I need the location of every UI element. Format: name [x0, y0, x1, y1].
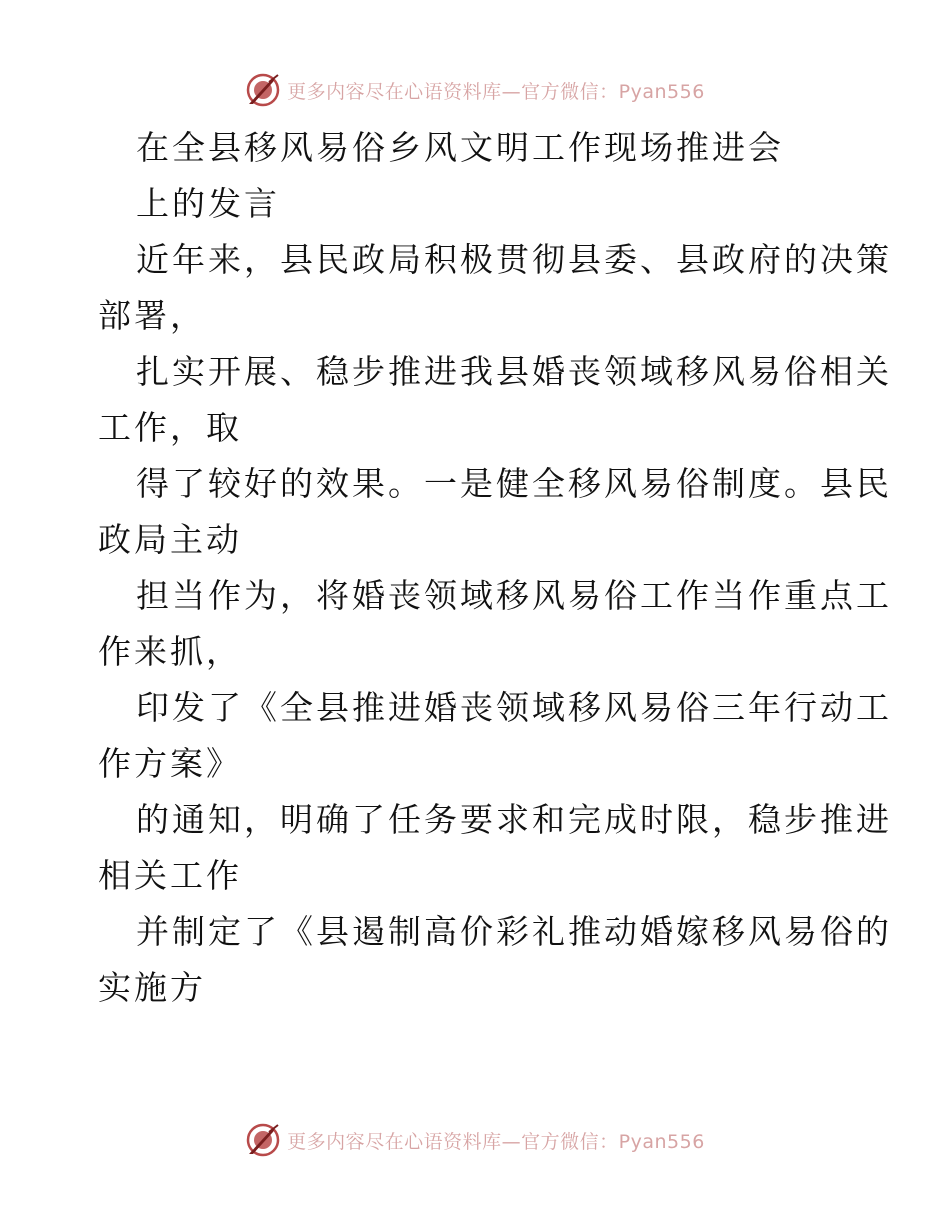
text-line: 并制定了《县遏制高价彩礼推动婚嫁移风易俗的 — [136, 912, 892, 951]
text-line: 作来抓， — [98, 632, 242, 671]
text-line: 印发了《全县推进婚丧领域移风易俗三年行动工 — [136, 688, 892, 727]
text-line: 担当作为，将婚丧领域移风易俗工作当作重点工 — [136, 576, 892, 615]
text-line: 扎实开展、稳步推进我县婚丧领域移风易俗相关 — [136, 352, 892, 391]
text-line: 相关工作 — [98, 856, 242, 895]
text-line: 在全县移风易俗乡风文明工作现场推进会 — [136, 128, 784, 167]
text-line: 政局主动 — [98, 520, 242, 559]
watermark-text: 更多内容尽在心语资料库—官方微信：Pyan556 — [287, 80, 705, 103]
text-line: 近年来，县民政局积极贯彻县委、县政府的决策 — [136, 240, 892, 279]
footer-watermark-banner — [0, 1122, 950, 1158]
quill-pen-icon — [245, 72, 281, 108]
text-line: 的通知，明确了任务要求和完成时限，稳步推进 — [136, 800, 892, 839]
text-line: 上的发言 — [136, 184, 280, 223]
header-watermark-banner — [0, 72, 950, 108]
text-line: 部署， — [98, 296, 206, 335]
text-line: 实施方 — [98, 968, 206, 1007]
quill-pen-icon — [245, 1122, 281, 1158]
watermark-text: 更多内容尽在心语资料库—官方微信：Pyan556 — [287, 1130, 705, 1153]
text-line: 作方案》 — [98, 744, 242, 783]
document-body — [98, 120, 892, 1016]
text-line: 工作，取 — [98, 408, 242, 447]
text-line: 得了较好的效果。一是健全移风易俗制度。县民 — [136, 464, 892, 503]
